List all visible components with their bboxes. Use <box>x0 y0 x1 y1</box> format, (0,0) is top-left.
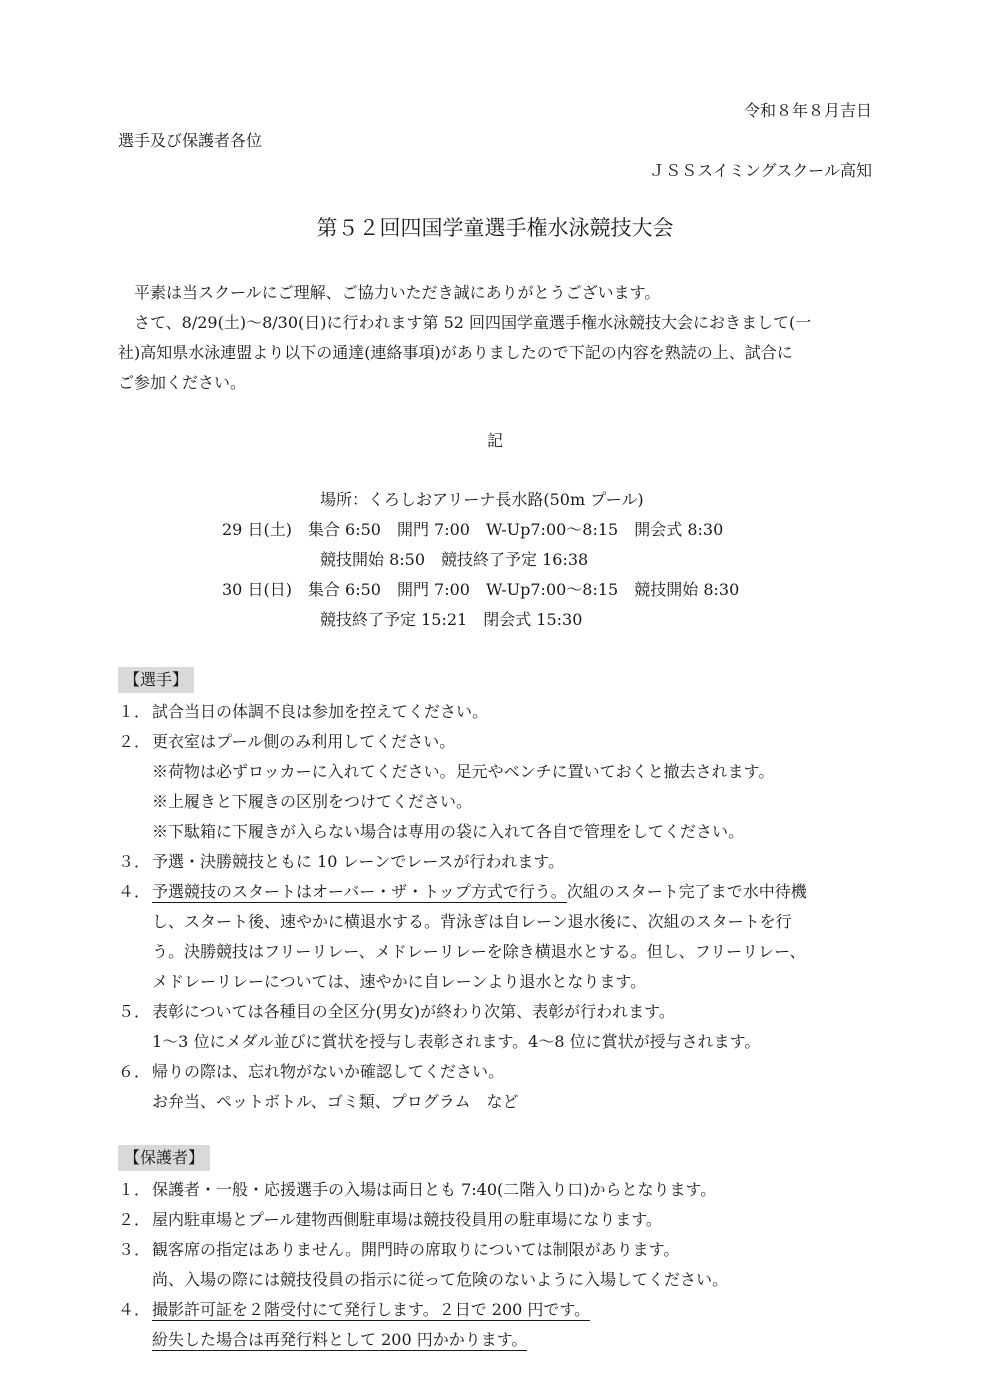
athletes-item <box>152 941 805 963</box>
guardians-item <box>152 1329 527 1351</box>
intro-line-1: 平素は当スクールにご理解、ご協力いただき誠にありがとうございます。 <box>134 283 661 302</box>
item-text: 予選・決勝競技ともに 10 レーンでレースが行われます。 <box>152 852 565 871</box>
item-number: ２． <box>118 732 151 751</box>
guardians-item <box>118 1299 590 1321</box>
underlined-text: 紛失した場合は再発行料として 200 円かかります。 <box>152 1330 528 1349</box>
item-number: ３． <box>118 852 151 871</box>
schedule-day2-line1: 30 日(日) 集合 6:50 開門 7:00 W-Up7:00〜8:15 競技開始 8:30 <box>222 580 740 599</box>
guardians-item <box>118 1209 662 1231</box>
item-number: １． <box>118 702 151 721</box>
athletes-item <box>152 911 792 933</box>
document-title: 第５２回四国学童選手権水泳競技大会 <box>316 216 674 240</box>
athletes-item <box>152 971 646 993</box>
item-text: 表彰については各種目の全区分(男女)が終わり次第、表彰が行われます。 <box>152 1002 675 1021</box>
guardians-item <box>152 1269 728 1291</box>
item-text: ※上履きと下履きの区別をつけてください。 <box>152 792 473 811</box>
intro-line-3: 社)高知県水泳連盟より以下の通達(連絡事項)がありましたので下記の内容を熟読の上、試合に <box>118 343 793 362</box>
athletes-item <box>152 791 472 813</box>
item-number: ２． <box>118 1210 151 1229</box>
sender: ＪＳＳスイミングスクール高知 <box>649 161 872 180</box>
item-text: し、スタート後、速やかに横退水する。背泳ぎは自レーン退水後に、次組のスタートを行 <box>152 912 792 931</box>
athletes-heading: 【選手】 <box>118 667 194 693</box>
schedule-day1-line1: 29 日(土) 集合 6:50 開門 7:00 W-Up7:00〜8:15 開会式 8:30 <box>222 520 724 539</box>
athletes-item <box>118 701 488 723</box>
document-date: 令和８年８月吉日 <box>743 101 872 120</box>
recipient: 選手及び保護者各位 <box>118 131 263 150</box>
athletes-item <box>152 1031 760 1053</box>
item-number: ４． <box>118 1300 151 1319</box>
item-text: お弁当、ペットボトル、ゴミ類、プログラム など <box>152 1092 519 1111</box>
intro-line-4: ご参加ください。 <box>118 373 247 392</box>
item-text: メドレーリレーについては、速やかに自レーンより退水となります。 <box>152 972 647 991</box>
item-text: 試合当日の体調不良は参加を控えてください。 <box>152 702 489 721</box>
item-text: 保護者・一般・応援選手の入場は両日とも 7:40(二階入り口)からとなります。 <box>152 1180 717 1199</box>
item-number: １． <box>118 1180 151 1199</box>
item-number: ５． <box>118 1002 151 1021</box>
item-text: 観客席の指定はありません。開門時の席取りについては制限があります。 <box>152 1240 680 1259</box>
item-number: ６． <box>118 1062 151 1081</box>
athletes-item <box>118 1061 504 1083</box>
guardians-item <box>118 1239 679 1261</box>
underlined-text: 予選競技のスタートはオーバー・ザ・トップ方式で行う。 <box>152 882 567 901</box>
venue: 場所：くろしおアリーナ長水路(50m プール) <box>320 490 644 509</box>
item-text: う。決勝競技はフリーリレー、メドレーリレーを除き横退水とする。但し、フリーリレー、 <box>152 942 806 961</box>
underlined-text: 撮影許可証を２階受付にて発行します。２日で 200 円です。 <box>152 1300 591 1319</box>
athletes-item <box>118 731 455 753</box>
item-text: 帰りの際は、忘れ物がないか確認してください。 <box>152 1062 505 1081</box>
guardians-item <box>118 1179 716 1201</box>
intro-line-2: さて、8/29(土)〜8/30(日)に行われます第 52 回四国学童選手権水泳競技大会におきまして(一 <box>134 313 812 332</box>
athletes-item <box>152 821 744 843</box>
item-number: ４． <box>118 882 151 901</box>
item-text: 次組のスタート完了まで水中待機 <box>566 882 807 901</box>
item-text: 屋内駐車場とプール建物西側駐車場は競技役員用の駐車場になります。 <box>152 1210 662 1229</box>
item-text: ※下駄箱に下履きが入らない場合は専用の袋に入れて各自で管理をしてください。 <box>152 822 745 841</box>
guardians-heading: 【保護者】 <box>118 1145 210 1171</box>
item-text: 尚、入場の際には競技役員の指示に従って危険のないように入場してください。 <box>152 1270 729 1289</box>
item-number: ３． <box>118 1240 151 1259</box>
athletes-item <box>118 1001 675 1023</box>
athletes-item <box>118 881 807 903</box>
schedule-day2-line2: 競技終了予定 15:21 閉会式 15:30 <box>320 610 583 629</box>
ki-heading: 記 <box>486 431 503 450</box>
schedule-day1-line2: 競技開始 8:50 競技終了予定 16:38 <box>320 550 589 569</box>
athletes-item <box>152 1091 519 1113</box>
athletes-item <box>152 761 774 783</box>
item-text: 更衣室はプール側のみ利用してください。 <box>152 732 456 751</box>
athletes-item <box>118 851 564 873</box>
item-text: ※荷物は必ずロッカーに入れてください。足元やベンチに置いておくと撤去されます。 <box>152 762 775 781</box>
item-text: 1〜3 位にメダル並びに賞状を授与し表彰されます。4〜8 位に賞状が授与されます。 <box>152 1032 761 1051</box>
